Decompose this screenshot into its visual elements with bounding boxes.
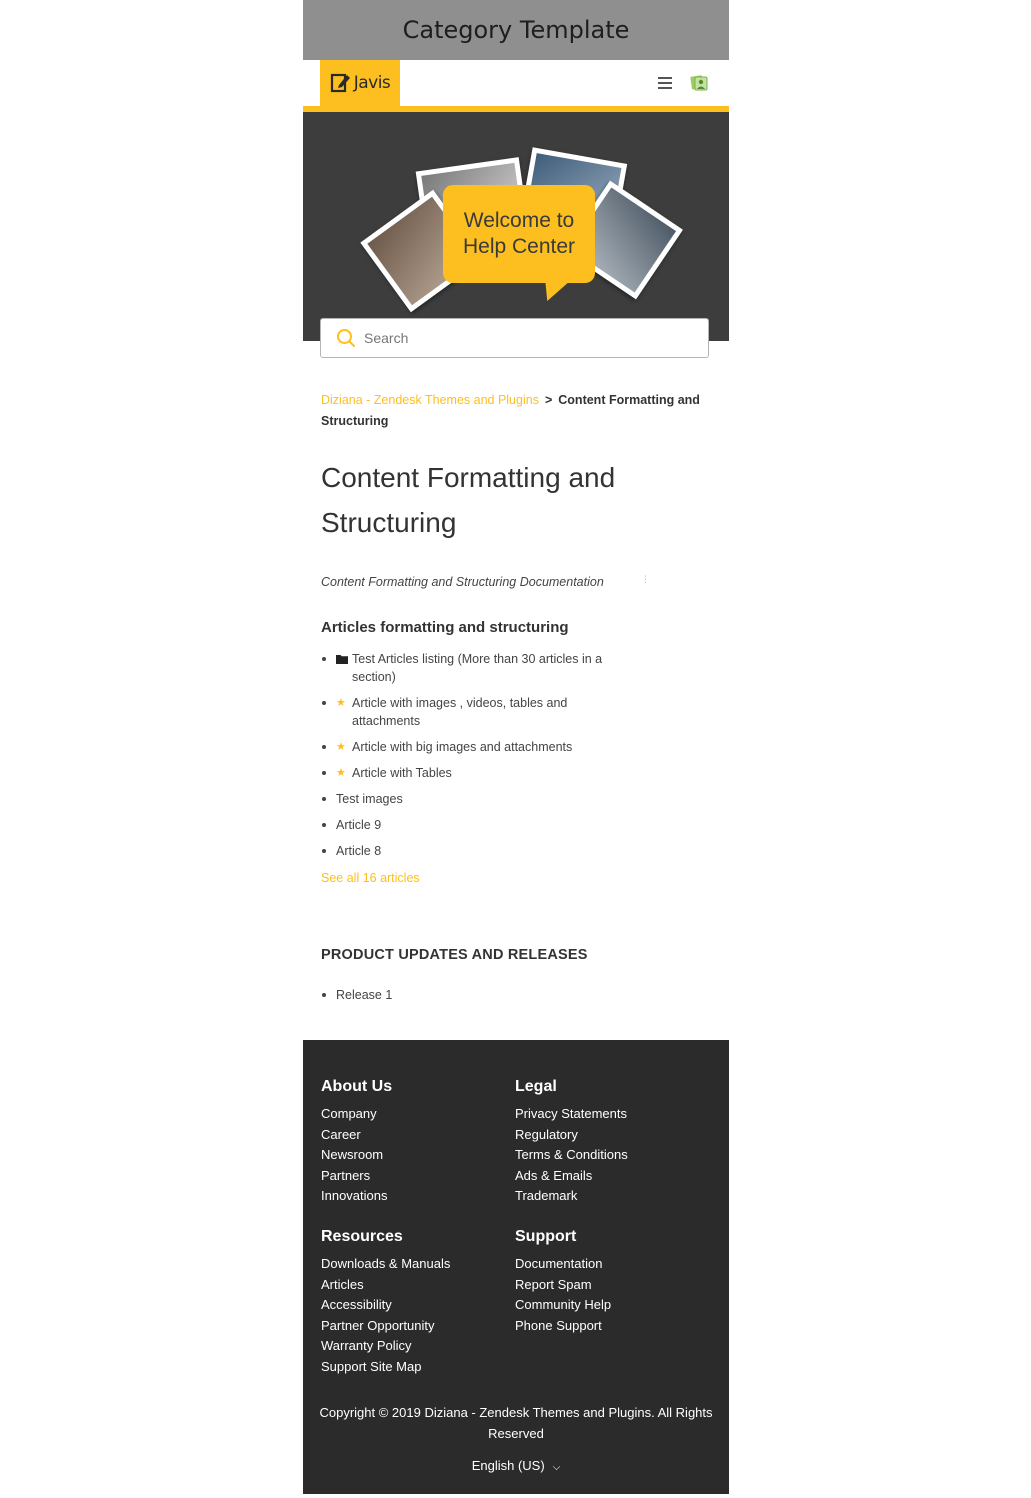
article-list-item[interactable] [321,650,711,686]
template-title: Category Template [402,16,630,44]
section-title[interactable]: PRODUCT UPDATES AND RELEASES [321,947,588,963]
logo-text: Javis [353,73,391,93]
star-icon: ★ [336,741,346,753]
breadcrumb-home-link[interactable]: Diziana - Zendesk Themes and Plugins [321,393,539,407]
footer-link[interactable]: Community Help [515,1297,612,1312]
logo-edit-icon [330,72,352,94]
footer-link[interactable]: Terms & Conditions [515,1147,628,1162]
footer-link[interactable]: Newsroom [321,1147,384,1162]
breadcrumb-separator: > [544,393,553,407]
category-description-text: Content Formatting and Structuring Documentation [321,575,604,589]
footer-link[interactable]: Trademark [515,1188,578,1203]
footer-link[interactable]: Partner Opportunity [321,1317,435,1333]
welcome-bubble [443,185,595,283]
breadcrumb-current: Content Formatting and Structuring [321,393,700,428]
chevron-down-icon: ⌵ [552,1462,561,1473]
footer-link[interactable]: Career [321,1126,361,1142]
star-icon: ★ [336,697,346,709]
article-link[interactable]: Article with Tables [352,766,452,780]
article-list-item[interactable] [321,842,711,860]
welcome-text: Welcome to Help Center [462,209,576,258]
language-label: English (US) [471,1458,545,1473]
footer-link[interactable]: Regulatory [515,1126,578,1142]
site-footer [303,1040,729,1494]
page-title: Content Formatting and Structuring [321,462,616,538]
section-title[interactable]: Articles formatting and structuring [321,619,569,636]
article-list [321,650,711,860]
hero-banner [303,112,729,341]
star-icon: ★ [336,767,346,779]
article-link[interactable]: Release 1 [336,988,393,1002]
see-all-articles-link[interactable]: See all 16 articles [321,871,420,885]
copyright-text: Copyright © 2019 Diziana - Zendesk Themes and Plugins. All Rights Reserved [319,1405,713,1441]
article-link[interactable]: Article 8 [336,844,382,858]
search-icon [336,328,356,348]
hamburger-menu-icon[interactable] [658,77,672,89]
article-link[interactable]: Article with big images and attachments [352,740,573,754]
article-link[interactable]: Test Articles listing (More than 30 articles in a section) [352,652,603,684]
footer-link[interactable]: Partners [321,1167,371,1183]
footer-link[interactable]: Company [321,1106,377,1121]
footer-link[interactable]: Ads & Emails [515,1167,593,1183]
footer-column-legal [515,1078,695,1207]
logo[interactable] [320,60,400,106]
footer-link[interactable]: Phone Support [515,1317,602,1333]
article-list [321,986,711,1004]
footer-link[interactable]: Downloads & Manuals [321,1256,451,1271]
footer-column-about [321,1078,501,1207]
user-avatar-icon[interactable] [690,74,708,92]
footer-link[interactable]: Support Site Map [321,1358,422,1374]
footer-link[interactable]: Privacy Statements [515,1106,627,1121]
language-selector[interactable] [303,1458,729,1473]
search-input[interactable] [364,330,684,346]
main-content [321,390,711,1004]
search-box[interactable] [320,318,709,358]
article-list-item[interactable] [321,764,711,782]
footer-link[interactable]: Warranty Policy [321,1338,412,1353]
article-list-item[interactable] [321,694,711,730]
footer-link[interactable]: Accessibility [321,1297,392,1312]
article-link[interactable]: Article 9 [336,818,382,832]
article-list-item[interactable] [321,790,711,808]
article-list-item[interactable] [321,986,711,1004]
page-frame [303,0,729,1494]
footer-heading: Resources [321,1228,403,1245]
footer-link[interactable]: Innovations [321,1188,388,1203]
more-options-icon: ⋮ [641,574,650,584]
article-list-item[interactable] [321,816,711,834]
article-link[interactable]: Test images [336,792,403,806]
footer-column-support [515,1228,695,1336]
footer-column-resources [321,1228,501,1377]
footer-heading: Legal [515,1078,557,1095]
footer-heading: Support [515,1228,577,1245]
footer-link[interactable]: Report Spam [515,1276,592,1292]
breadcrumb [321,390,711,432]
category-description [321,575,711,589]
site-header [303,60,729,112]
footer-heading: About Us [321,1078,393,1095]
article-list-item[interactable] [321,738,711,756]
folder-icon [336,650,352,669]
article-link[interactable]: Article with images , videos, tables and attachments [352,696,568,728]
footer-link[interactable]: Documentation [515,1256,603,1271]
template-title-bar [303,0,729,60]
footer-link[interactable]: Articles [321,1276,364,1292]
